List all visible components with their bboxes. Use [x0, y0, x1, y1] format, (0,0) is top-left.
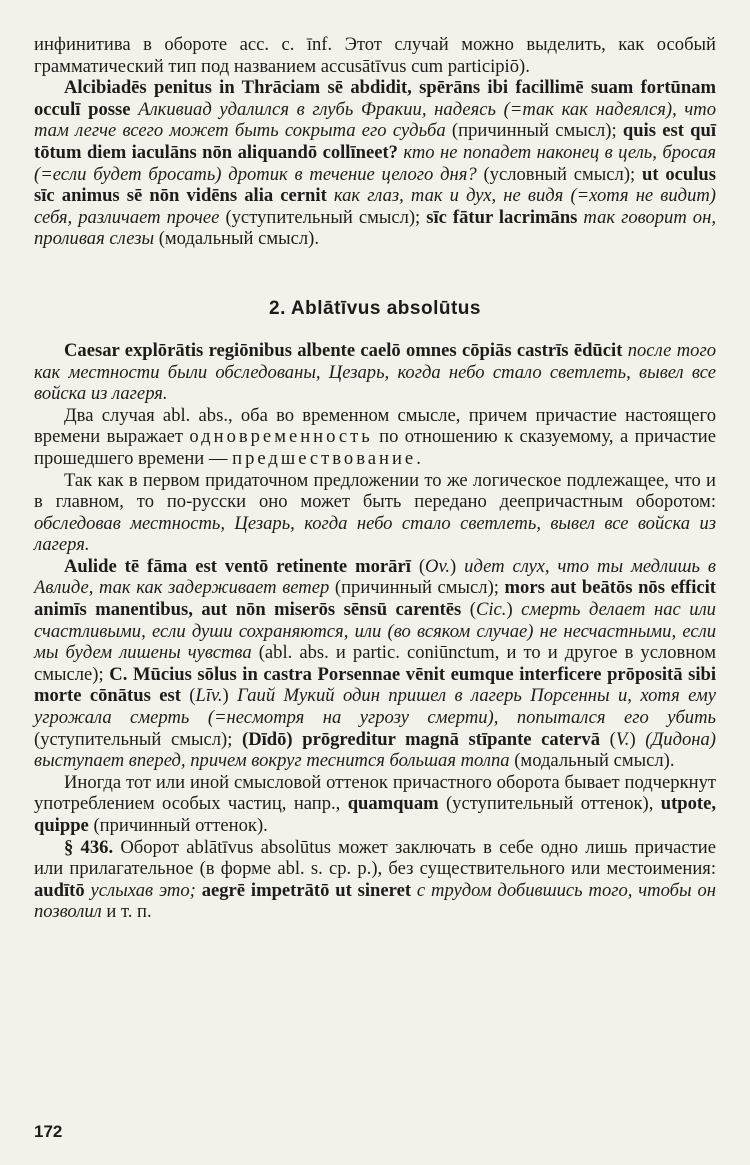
page-number: 172 [34, 1122, 63, 1141]
text: (причинный оттенок). [88, 815, 268, 836]
section-number: § 436. [64, 836, 114, 858]
latin-example: sīc fātur lacrimāns [426, 206, 578, 228]
spaced-term: предшествование [232, 447, 417, 469]
text: (уступительный смысл); [34, 728, 242, 750]
latin-example: quis est quī tōtum diem iaculāns nōn aliquandō collīneet? [34, 120, 716, 163]
text: (abl. abs. и partic. coniūnctum, и то и другое в условном смысле); [34, 642, 716, 685]
latin-example: (Dīdō) prōgreditur magnā stīpante catervā [242, 728, 600, 750]
text: по отношению к сказуемому, а причастие прошедшего времени — [34, 426, 716, 469]
text: (уступительный оттенок), [438, 793, 661, 815]
translation: после того как местности были обследованы, Цезарь, когда небо стало светлеть, вывел все войска из лагеря. [34, 339, 716, 405]
source-ref: Līv. [195, 685, 223, 707]
text: ) [222, 685, 238, 707]
text: . [416, 447, 421, 469]
spaced-term: одновременность [189, 426, 373, 448]
translation: Алкивиад удалился в глубь Фракии, надеясь (=так как надеялся), что там легче всего может быть сокрыта его судьба [34, 98, 716, 142]
text: и т. п. [101, 901, 152, 923]
section-heading: 2. Ablātīvus absolūtus [269, 297, 481, 319]
source-ref: V. [615, 728, 630, 750]
translation: Гаий Мукий один пришел в лагерь Порсенны и, хотя ему угрожала смерть (=несмотря на угрозу смерти), попытался его убить [34, 685, 717, 729]
latin-example: audītō [34, 879, 85, 901]
translation: (Дидона) выступает вперед, причем вокруг теснится большая толпа [34, 728, 716, 772]
text: ) [506, 599, 522, 621]
translation: обследовав местность, Цезарь, когда небо стало светлеть, вывел все войска из лагеря. [34, 512, 716, 556]
paragraph-participle-examples [34, 77, 716, 250]
translation: смерть делает нас или счастливыми, если души сохраняются, или (во всяком случае) не несчастными, если мы будем лишены чувства [34, 599, 716, 664]
text: (модальный смысл). [509, 750, 675, 772]
latin-example: mors aut beātōs nōs efficit animīs manentibus, aut nōn miserōs sēnsū carentēs [34, 577, 716, 621]
paragraph-russian-rendering [34, 470, 716, 556]
paragraph-caesar-example [34, 340, 716, 405]
text: ) [450, 555, 465, 577]
text: инфинитива в обороте acc. c. īnf. Этот случай можно выделить, как особый грамматический тип под названием accusātīvus cum participiō). [34, 34, 716, 77]
text: ( [461, 599, 476, 621]
text: ) [629, 728, 646, 750]
source-ref: Ov. [425, 555, 450, 577]
translation: идет слух, что ты медлишь в Авлиде, так как задерживает ветер [34, 555, 716, 599]
paragraph-continuation [34, 34, 716, 77]
latin-term: quamquam [347, 793, 439, 815]
paragraph-section-436 [34, 837, 716, 923]
latin-term: utpote, quippe [34, 793, 716, 836]
latin-example: Aulide tē fāma est ventō retinente morārī [64, 555, 411, 577]
paragraph-abl-abs-examples [34, 556, 716, 772]
text: ( [180, 685, 196, 707]
source-ref: Cic. [475, 599, 507, 621]
text: Два случая abl. abs., оба во временном смысле, причем причастие настоящего времени выражает [34, 404, 716, 448]
translation: кто не попадет наконец в цель, бросая (=если будет бросать) дротик в течение целого дня? [34, 141, 717, 185]
paragraph-particles [34, 772, 716, 837]
latin-example: C. Mūcius sōlus in castra Porsennae vēnit eumque interficere prōpositā sibi morte cōnātus est [34, 663, 716, 707]
text: Иногда тот или иной смысловой оттенок причастного оборота бывает подчеркнут употреблением особых частиц, напр., [34, 771, 716, 815]
text: (условный смысл); [476, 163, 642, 185]
latin-example: Alcibiadēs penitus in Thrāciam sē abdidit, spērāns ibi facillimē suam fortūnam occulī posse [34, 77, 716, 120]
translation: с трудом добившись того, чтобы он позволил [34, 879, 716, 923]
text: (причинный смысл); [445, 120, 623, 142]
translation: как глаз, так и дух, не видя (=хотя не видит) себя, различает прочее [34, 185, 716, 228]
text: (уступительный смысл); [219, 206, 427, 228]
translation: услыхав это; [84, 879, 196, 901]
text: ( [600, 728, 616, 750]
paragraph-two-cases [34, 405, 716, 470]
text: Так как в первом придаточном предложении то же логическое подлежащее, что и в главном, то по-русски оно может быть передано деепричастным оборотом: [34, 469, 716, 513]
text: (причинный смысл); [329, 577, 505, 599]
latin-example: aegrē impetrātō ut sineret [195, 879, 412, 901]
text: ( [410, 555, 426, 577]
translation: так говорит он, проливая слезы [34, 206, 716, 250]
latin-example: Caesar explōrātis regiōnibus albente caelō omnes cōpiās castrīs ēdūcit [64, 339, 623, 361]
text: Оборот ablātīvus absolūtus может заключать в себе одно лишь причастие или прилагательное (в форме abl. s. cp. p.), без существительного или местоимения: [34, 836, 717, 880]
latin-example: ut oculus sīc animus sē nōn vidēns alia cernit [34, 163, 716, 207]
text: (модальный смысл). [154, 228, 319, 250]
